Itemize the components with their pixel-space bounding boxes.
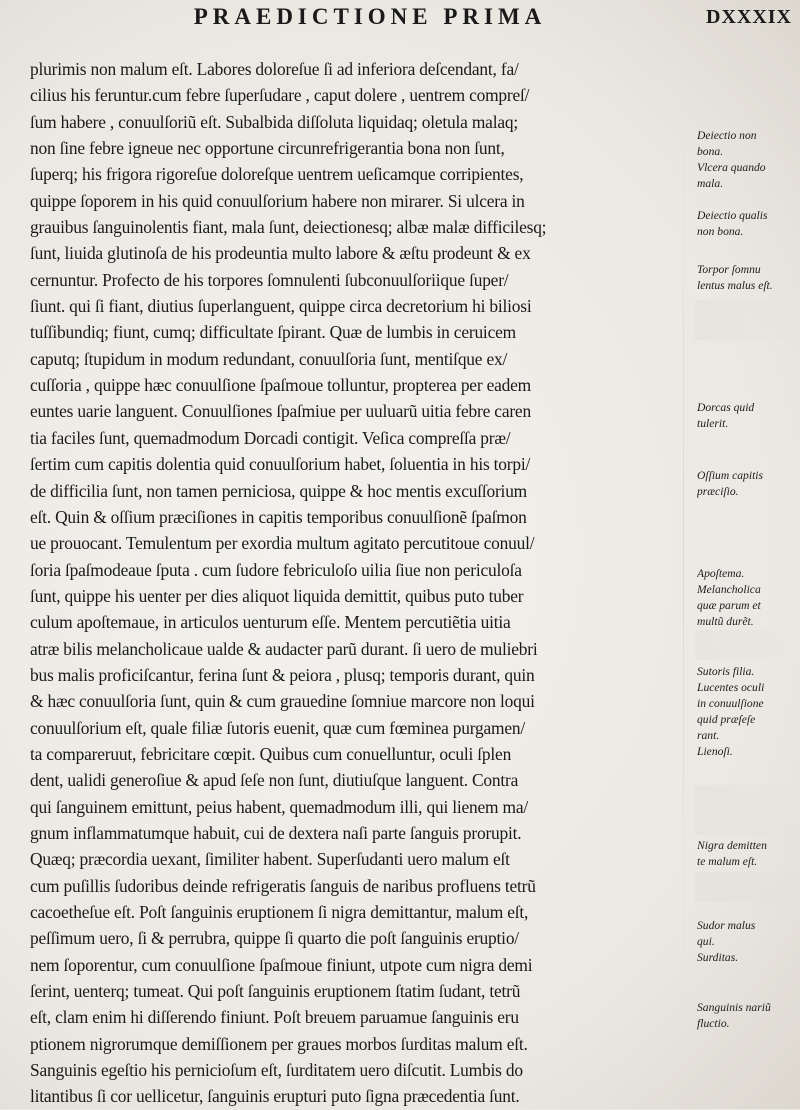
text-line: ue prouocant. Temulentum per exordia multum agitato percutitoue conuul/ <box>30 533 535 554</box>
margin-note-line: Surditas. <box>697 951 739 964</box>
margin-note <box>697 838 800 870</box>
text-line: qui ſanguinem emittunt, peius habent, quemadmodum illi, qui lienem ma/ <box>30 796 528 817</box>
margin-note <box>697 566 800 630</box>
text-line: ſerint, uenterq; tumeat. Qui poſt ſanguinis eruptionem ſtatim ſudant, tetrũ <box>30 981 521 1002</box>
margin-note-line: Dorcas quid <box>697 401 755 414</box>
margin-note <box>697 1000 800 1032</box>
text-line: cacoetheſue eſt. Poſt ſanguinis eruptionem ſi nigra demittantur, malum eſt, <box>30 902 529 922</box>
margin-note-line: bona. <box>697 145 724 158</box>
text-line: ſuperq; his frigora rigoreſue doloreſque uentrem ueſicamque corripientes, <box>30 164 524 185</box>
text-line: nem ſoporentur, cum conuulſione ſpaſmoue finiunt, utpote cum nigra demi <box>30 954 533 975</box>
margin-note <box>697 664 800 760</box>
margin-note-line: præciſio. <box>697 485 739 498</box>
text-line: cum puſillis ſudoribus deinde refrigeratis ſanguis de naribus profluens tetrũ <box>30 875 536 896</box>
margin-note <box>697 208 800 240</box>
margin-note <box>697 160 800 192</box>
margin-note <box>697 400 800 432</box>
text-line: quippe ſoporem in his quid conuulſorium habere non mirarer. Si ulcera in <box>30 190 525 211</box>
margin-note <box>697 128 800 160</box>
margin-note-line: Torpor ſomnu <box>697 263 761 276</box>
text-line: conuulſorium eſt, quale filiæ ſutoris euenit, quæ cum fœminea purgamen/ <box>30 717 526 738</box>
folio-number: DXXXIX <box>706 6 792 28</box>
margin-note-line: Lienoſi. <box>697 745 733 758</box>
text-line: bus malis proficiſcantur, ferina ſunt & peiora , plusq; temporis durant, quin <box>30 664 535 685</box>
text-line: euntes uarie languent. Conuulſiones ſpaſmiue per uuluarũ uitia febre caren <box>30 401 531 422</box>
text-line: ta compareruut, febricitare cœpit. Quibus cum conuelluntur, oculi ſplen <box>30 743 512 764</box>
text-line: litantibus ſi cor uellicetur, ſanguinis erupturi puto ſigna præcedentia ſunt. <box>30 1086 520 1107</box>
show-through-mark <box>695 785 800 835</box>
margin-note-line: in conuulſione <box>697 697 764 710</box>
text-line: Quæq; præcordia uexant, ſimiliter habent. Superſudanti uero malum eſt <box>30 849 510 870</box>
margin-note-line: Deiectio qualis <box>697 209 768 222</box>
text-line: ſertim cum capitis dolentia quid conuulſorium habet, ſoluentia in his torpi/ <box>30 454 531 475</box>
column-divider <box>683 60 684 1040</box>
text-line: ſoria ſpaſmodeaue ſputa . cum ſudore febriculoſo uilia ſiue non periculoſa <box>30 559 522 580</box>
text-line: tia faciles ſunt, quemadmodum Dorcadi contigit. Veſica compreſſa præ/ <box>30 427 511 448</box>
show-through-mark <box>695 630 800 660</box>
text-line: cuſſoria , quippe hæc conuulſione ſpaſmoue tolluntur, propterea per eadem <box>30 375 531 396</box>
text-line: tuſſibundiq; fiunt, cumq; difficultate ſpirant. Quæ de lumbis in ceruicem <box>30 322 516 343</box>
margin-note-line: te malum eſt. <box>697 855 758 868</box>
text-line: caputq; ſtupidum in modum redundant, conuulſoria ſunt, mentiſque ex/ <box>30 348 508 369</box>
text-line: grauibus ſanguinolentis fiant, mala ſunt, deiectionesq; albæ malæ difficilesq; <box>30 217 547 238</box>
margin-note-line: Apoſtema. <box>697 567 745 580</box>
margin-note-line: Sutoris filia. <box>697 665 755 678</box>
margin-note-line: Lucentes oculi <box>697 681 765 694</box>
text-line: culum apoſtemaue, in articulos uenturum eſſe. Mentem percutiẽtia uitia <box>30 612 511 633</box>
margin-note-line: Sanguinis nariũ <box>697 1001 771 1014</box>
text-line: eſt. Quin & oſſium præciſiones in capitis temporibus conuulſionẽ ſpaſmon <box>30 506 527 527</box>
text-line: peſſimum uero, ſi & perrubra, quippe ſi quarto die poſt ſanguinis eruptio/ <box>30 928 519 949</box>
text-line: non ſine febre igneue nec opportune circunrefrigerantia bona non ſunt, <box>30 138 505 159</box>
margin-note-line: Melancholica <box>697 583 761 596</box>
margin-note <box>697 468 800 500</box>
text-line: ſunt, liuida glutinoſa de his prodeuntia multo labore & æſtu prodeunt & ex <box>30 243 531 264</box>
margin-note-line: multũ durẽt. <box>697 615 754 628</box>
text-line: ſiunt. qui ſi fiant, diutius ſuperlanguent, quippe circa decretorium hi biliosi <box>30 296 532 317</box>
text-line: gnum inflammatumque habuit, cui de dextera naſi parte ſanguis prorupit. <box>30 822 522 843</box>
margin-note-line: Oſſium capitis <box>697 469 764 482</box>
text-line: ſunt, quippe his uenter per dies aliquot liquida demittit, quibus puto tuber <box>30 585 524 606</box>
margin-note-line: quid præſeſe <box>697 713 756 726</box>
margin-note-line: Sudor malus <box>697 919 756 932</box>
margin-note-line: mala. <box>697 177 724 190</box>
margin-note-line: quæ parum et <box>697 599 761 612</box>
margin-note-line: rant. <box>697 729 720 742</box>
text-line: de difficilia ſunt, non tamen perniciosa, quippe & hoc mentis excuſſorium <box>30 480 528 501</box>
margin-note <box>697 918 800 966</box>
text-line: & hæc conuulſoria ſunt, quin & cum grauedine ſomniue marcore non loqui <box>30 691 535 712</box>
margin-note-line: Deiectio non <box>697 129 757 142</box>
text-line: atræ bilis melancholicaue ualde & audacter parũ durant. ſi uero de muliebri <box>30 638 538 659</box>
margin-note-line: Nigra demitten <box>697 839 767 852</box>
running-header-title: PRAEDICTIONE PRIMA <box>193 4 547 29</box>
margin-note-line: qui. <box>697 935 715 948</box>
show-through-mark <box>695 872 800 902</box>
text-line: eſt, clam enim hi diſſerendo finiunt. Poſt breuem paruamue ſanguinis eru <box>30 1007 519 1028</box>
text-line: plurimis non malum eſt. Labores doloreſue ſi ad inferiora deſcendant, fa/ <box>30 59 519 79</box>
text-line: cilius his feruntur.cum febre ſuperſudare , caput dolere , uentrem compreſ/ <box>30 85 530 106</box>
text-line: ſum habere , conuulſoriũ eſt. Subalbida diſſoluta liquidaq; oletula malaq; <box>30 111 518 132</box>
margin-note-line: fluctio. <box>697 1017 730 1030</box>
show-through-mark <box>695 300 800 340</box>
text-line: ptionem nigrorumque demiſſionem per graues morbos ſurditas malum eſt. <box>30 1033 528 1054</box>
text-line: dent, ualidi generoſiue & apud ſeſe non ſunt, diutiuſque languent. Contra <box>30 770 519 791</box>
margin-note-line: tulerit. <box>697 417 729 430</box>
margin-note-line: non bona. <box>697 225 744 238</box>
text-line: cernuntur. Profecto de his torpores ſomnulenti ſubconuulſoriique ſuper/ <box>30 269 509 290</box>
margin-note <box>697 262 800 294</box>
main-text-block <box>30 56 688 1110</box>
margin-note-line: Vlcera quando <box>697 161 766 174</box>
margin-note-line: lentus malus eſt. <box>697 279 773 292</box>
text-line: Sanguinis egeſtio his pernicioſum eſt, ſurditatem uero diſcutit. Lumbis do <box>30 1060 523 1081</box>
